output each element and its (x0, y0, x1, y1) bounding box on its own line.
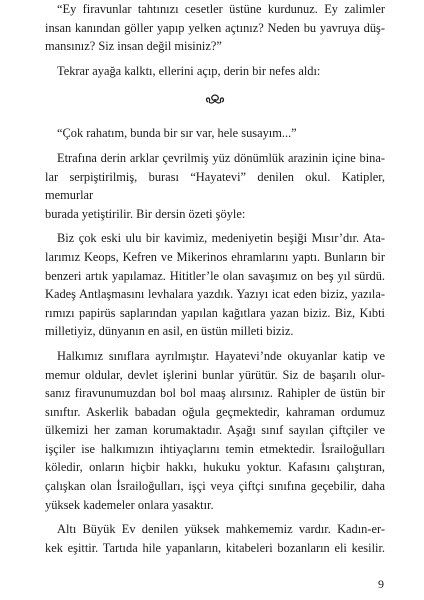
text-line: burada yetiştirilir. Bir dersin özeti şöyle: (45, 206, 246, 221)
paragraph (45, 124, 385, 143)
text-line: Altı Büyük Ev denilen yüksek mahkememiz vardır. Kadın-er- (57, 522, 385, 537)
paragraph (45, 62, 385, 81)
text-line: Etrafına derin arklar çevrilmiş yüz dönümlük arazinin içine bina- (57, 150, 385, 165)
text-line: köledir, onların hiçbir hakkı, hukuku yoktur. Kafasını çalıştıran, (45, 460, 385, 475)
text-line: Biz çok eski ulu bir kavimiz, medeniyetin beşiği Mısır’dır. Ata- (57, 231, 385, 246)
text-line: çalışkan olan İsrailoğulları, işçi veya çiftçi sınıfına geçebilir, daha (45, 479, 385, 494)
text-line: Halkımız sınıflara ayrılmıştır. Hayatevi’nde okuyanlar katip ve (57, 348, 385, 363)
paragraph (45, 520, 385, 557)
text-line: insan kanından göller yapıp yelken açtınız? Neden bu yavruya düş- (45, 20, 385, 35)
text-line: benzeri artık yapılamaz. Hititler’le olan savaşımız on beş yıl sürdü. (45, 268, 385, 283)
text-line: Kadeş Antlaşmasını levhalara yazdık. Yazıyı icat eden biziz, yazıla- (45, 287, 385, 302)
text-line: milletiyiz, dünyanın en asil, en üstün milleti biziz. (45, 324, 294, 339)
text-line: sınıftır. Askerlik babadan oğula geçmektedir, kahraman ordumuz (45, 404, 385, 419)
text-line: larımız Keops, Kefren ve Mikerinos ehramlarını yaptı. Bunların bir (45, 249, 385, 264)
text-line: işçiler ise halkımızın ihtiyaçlarını temin etmektedir. İsrailoğulları (45, 441, 385, 456)
text-line: yüksek kademeler onlara yasaktır. (45, 497, 214, 512)
text-line: Tekrar ayağa kalktı, ellerini açıp, derin bir nefes aldı: (57, 63, 321, 78)
text-line: mansınız? Siz insan değil misiniz?” (45, 39, 222, 54)
text-line: “Çok rahatım, bunda bir sır var, hele susayım...” (57, 126, 297, 141)
text-line: “Ey firavunlar tahtınızı cesetler üstüne kurdunuz. Ey zalimler (57, 2, 385, 16)
paragraph (45, 149, 385, 223)
text-line: lar serpiştirilmiş, burası “Hayatevi” denilen okul. Katipler, memurlar (45, 169, 385, 203)
paragraph (45, 0, 385, 56)
paragraph (45, 347, 385, 514)
text-line: kek eşittir. Tartıda hile yapanların, kitabeleri bozanların eli kesilir. (45, 540, 385, 555)
text-block (45, 0, 385, 563)
text-line: rımızı papirüs saplarından yapılan kağıtlara yazan biziz. Biz, Kıbti (45, 305, 385, 320)
fleuron-ornament-icon (45, 90, 385, 108)
page-number: 9 (378, 577, 384, 592)
text-line: memur oldular, devlet işlerini bunlar yürütür. Siz de başarılı olur- (45, 367, 385, 382)
text-line: ülkemizi her zaman korumaktadır. Aşağı sınıf sayılan çiftçiler ve (45, 423, 385, 438)
paragraph (45, 229, 385, 341)
text-line: sanız firavunumuzdan bol bol maaş alırsınız. Rahipler de üstün bir (45, 386, 385, 401)
